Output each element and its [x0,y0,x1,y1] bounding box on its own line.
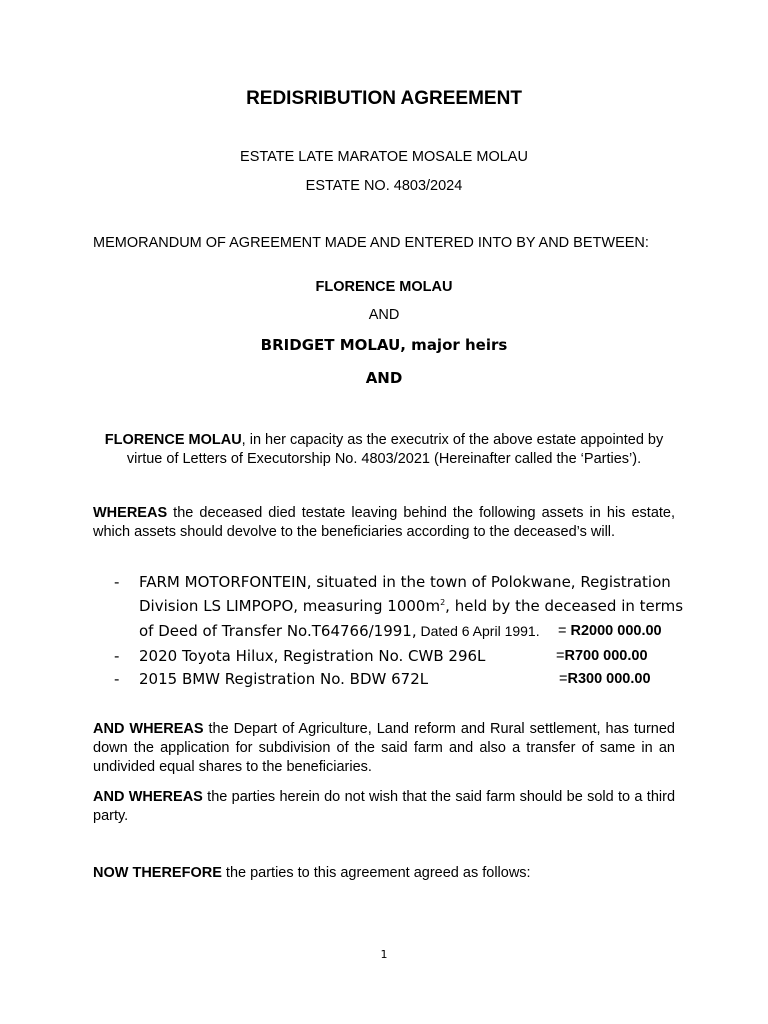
asset-farm-line1: FARM MOTORFONTEIN, situated in the town of Polokwane, Registration [139,573,671,591]
asset-farm-value-amount: R2000 000.00 [570,623,662,639]
document-title: REDISRIBUTION AGREEMENT [246,88,522,109]
asset-bmw-value-amount: R300 000.00 [567,671,651,687]
assets-list [114,573,694,693]
estate-name: ESTATE LATE MARATOE MOSALE MOLAU [240,149,528,165]
memorandum-heading: MEMORANDUM OF AGREEMENT MADE AND ENTERED INTO BY AND BETWEEN: [93,235,649,251]
estate-number: ESTATE NO. 4803/2024 [305,178,463,194]
asset-bmw-value-prefix: = [559,671,568,687]
asset-farm-date: Dated 6 April 1991. [416,623,540,639]
whereas-text-3: the parties herein do not wish that the said farm should be sold to a third party. [93,789,676,824]
asset-farm-line2-pre: Division LS LIMPOPO, measuring 1000m [139,597,441,615]
asset-bmw-value [559,671,651,687]
and-separator-2: AND [365,369,403,387]
list-dash: - [114,647,120,665]
whereas-lead-3: AND WHEREAS [93,789,203,805]
asset-bmw-text: 2015 BMW Registration No. BDW 672L [139,670,429,688]
page-number: 1 [380,948,388,961]
asset-hilux-text: 2020 Toyota Hilux, Registration No. CWB 296L [139,647,486,665]
whereas-text-2: the Depart of Agriculture, Land reform and Rural settlement, has turned down the application for subdivision of the said farm and also a transfer of same in an undivided equal shares to the beneficiaries. [93,721,675,775]
asset-farm-line2 [139,597,683,615]
now-therefore-lead: NOW THEREFORE [93,865,222,881]
party-two: BRIDGET MOLAU, major heirs [260,336,508,354]
whereas-paragraph-3 [93,788,675,826]
whereas-text-1: the deceased died testate leaving behind the following assets in his estate, which assets should devolve to the beneficiaries according to the deceased’s will. [93,505,675,540]
asset-farm-sup: 2 [440,598,446,607]
list-dash: - [114,670,120,688]
now-therefore-text: the parties to this agreement agreed as follows: [221,865,531,881]
whereas-lead-1: WHEREAS [93,505,168,521]
party-one: FLORENCE MOLAU [315,279,453,295]
executrix-name: FLORENCE MOLAU [104,432,242,448]
asset-farm-value [558,623,662,639]
now-therefore-paragraph [93,864,675,883]
whereas-lead-2: AND WHEREAS [93,721,204,737]
asset-hilux-value [556,648,648,664]
executrix-text: , in her capacity as the executrix of the above estate appointed by virtue of Letters of Executorship No. 4803/2021 (Hereinafter called the ‘Parties’). [126,432,664,467]
asset-farm-deed: of Deed of Transfer No.T64766/1991, [139,622,417,640]
and-separator-1: AND [368,307,400,323]
asset-farm-value-prefix: = [558,623,571,639]
whereas-paragraph-2 [93,720,675,777]
list-dash: - [114,573,120,591]
asset-hilux-value-prefix: = [556,648,565,664]
asset-farm-line3 [139,622,540,640]
whereas-paragraph-1 [93,504,675,542]
executrix-paragraph [93,431,675,469]
asset-hilux-value-amount: R700 000.00 [564,648,648,664]
asset-farm-line2-post: , held by the deceased in terms [445,597,684,615]
